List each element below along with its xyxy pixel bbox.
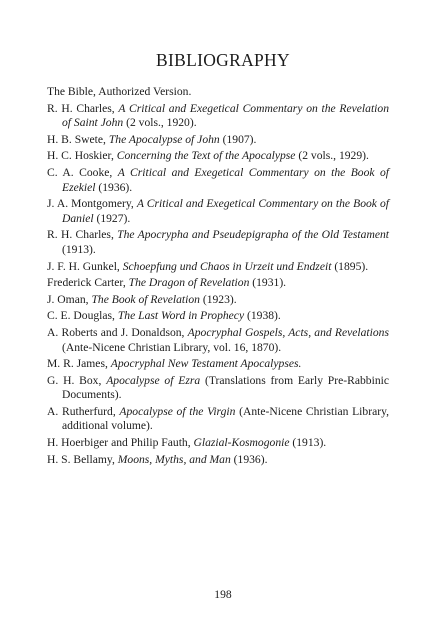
entry-title-text: Concerning the Text of the Apocalypse	[116, 149, 296, 163]
entry-title-text: A Critical and Exegetical Commentary on the Revelation of Saint John	[62, 101, 389, 130]
entry-title-text: Apocalypse of Ezra	[106, 373, 201, 387]
page-number: 198	[214, 588, 232, 601]
entry-title-text: The Apocrypha and Pseudepigrapha of the Old Testament	[117, 228, 389, 242]
entry-title-text: A Critical and Exegetical Commentary on the Book of Daniel	[62, 197, 390, 225]
entry-text: H. C. Hoskier,	[47, 149, 117, 163]
entry-text: (Ante-Nicene Christian Library, additional volume).	[62, 404, 390, 433]
entry-title-text: Apocryphal New Testament Apocalypses.	[110, 357, 302, 371]
bibliography-entry	[47, 85, 389, 100]
bibliography-entry	[47, 260, 389, 275]
entry-text: G. H. Box,	[47, 373, 107, 387]
entry-text: (Ante-Nicene Christian Library, vol. 16, 1870).	[62, 340, 282, 354]
entry-text: A. Rutherfurd,	[47, 404, 120, 418]
entry-title-text: A Critical and Exegetical Commentary on the Book of Ezekiel	[62, 165, 389, 194]
bibliography-entry	[47, 357, 389, 372]
entry-text: (1938).	[244, 309, 281, 323]
entry-text: R. H. Charles,	[47, 101, 119, 115]
bibliography-entry	[47, 405, 389, 434]
entry-text: The Bible, Authorized Version.	[47, 85, 192, 98]
bibliography-entry	[47, 228, 389, 257]
entry-text: (1927).	[93, 211, 131, 225]
entry-text: (1913).	[289, 436, 327, 450]
bibliography-entry	[47, 293, 389, 308]
entry-text: (1931).	[249, 276, 287, 290]
entry-text: J. A. Montgomery,	[47, 197, 137, 211]
bibliography-entry	[47, 326, 389, 355]
entry-text: (2 vols., 1920).	[123, 116, 197, 130]
bibliography-entry	[47, 133, 389, 148]
bibliography-list	[47, 85, 389, 469]
bibliography-entry	[47, 276, 389, 291]
entry-text: H. S. Bellamy,	[47, 452, 118, 466]
entry-text: (1907).	[219, 132, 257, 146]
entry-text: M. R. James,	[47, 357, 111, 371]
entry-text: C. A. Cooke,	[47, 165, 118, 179]
bibliography-entry	[47, 149, 389, 164]
entry-text: J. F. H. Gunkel,	[47, 259, 123, 273]
entry-text: (1895).	[331, 259, 369, 273]
bibliography-entry	[47, 197, 389, 226]
entry-text: (1913).	[62, 242, 96, 256]
entry-text: C. E. Douglas,	[47, 309, 118, 323]
entry-text: (2 vols., 1929).	[295, 149, 369, 163]
entry-title-text: Schoepfung und Chaos in Urzeit und Endzeit	[122, 259, 332, 273]
bibliography-entry	[47, 166, 389, 195]
entry-text: (Translations from Early Pre-Rabbinic Documents).	[62, 373, 389, 402]
bibliography-entry	[47, 102, 389, 131]
entry-text: Frederick Carter,	[47, 276, 129, 290]
entry-text: (1923).	[199, 292, 237, 306]
entry-text: (1936).	[230, 452, 268, 466]
page-title: BIBLIOGRAPHY	[156, 50, 290, 70]
entry-text: H. B. Swete,	[47, 132, 109, 146]
entry-text: (1936).	[95, 180, 133, 194]
entry-title-text: The Book of Revelation	[91, 292, 200, 306]
entry-title-text: Apocalypse of the Virgin	[119, 404, 236, 418]
entry-title-text: Moons, Myths, and Man	[117, 452, 231, 466]
entry-text: J. Oman,	[47, 292, 92, 306]
bibliography-entry	[47, 436, 389, 451]
entry-text: A. Roberts and J. Donaldson,	[47, 325, 188, 339]
bibliography-entry	[47, 374, 389, 403]
entry-text: H. Hoerbiger and Philip Fauth,	[47, 436, 194, 450]
bibliography-entry	[47, 309, 389, 324]
bibliography-entry	[47, 453, 389, 468]
entry-text: R. H. Charles,	[47, 228, 118, 242]
entry-title-text: Apocryphal Gospels, Acts, and Revelations	[187, 325, 389, 339]
entry-title-text: The Apocalypse of John	[108, 132, 220, 146]
entry-title-text: Glazial-Kosmogonie	[193, 436, 290, 450]
entry-title-text: The Dragon of Revelation	[128, 276, 250, 290]
entry-title-text: The Last Word in Prophecy	[117, 309, 245, 323]
